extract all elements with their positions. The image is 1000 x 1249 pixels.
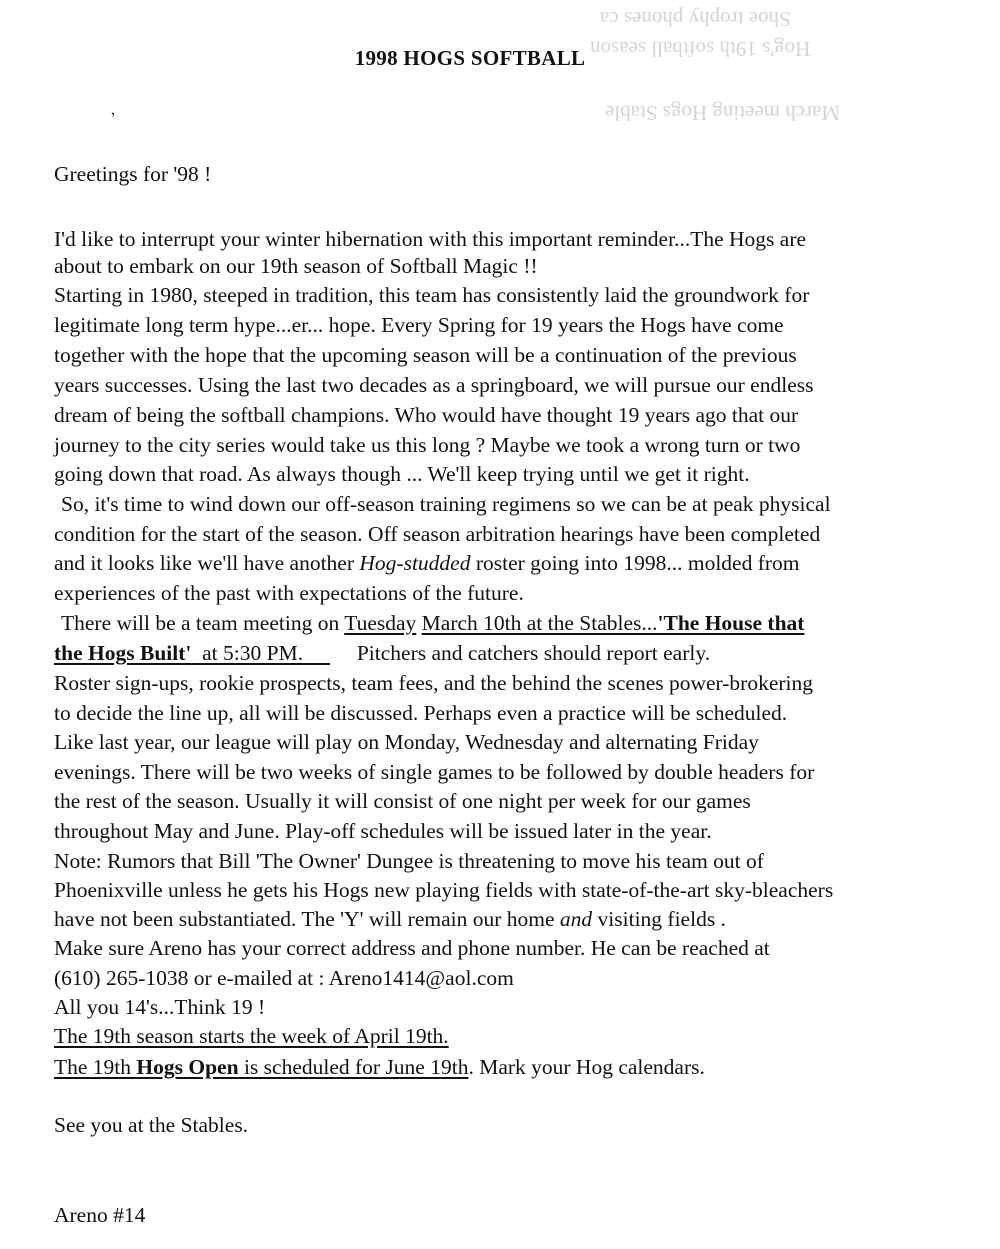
- meeting-time: at 5:30 PM.: [191, 641, 330, 665]
- body-line-25: Make sure Areno has your correct address and phone number. He can be reached at: [54, 936, 770, 960]
- text-span: roster going into 1998... molded from: [470, 551, 800, 575]
- stables-name: 'The House that: [657, 611, 805, 635]
- season-start-line: The 19th season starts the week of April 19th.: [54, 1024, 449, 1048]
- text-span: is scheduled for June 19th: [238, 1055, 469, 1079]
- hogs-open-name: Hogs Open: [136, 1055, 239, 1079]
- body-line-20: the rest of the season. Usually it will consist of one night per week for our games: [54, 789, 751, 813]
- italic-span: and: [559, 907, 593, 931]
- body-line-3: Starting in 1980, steeped in tradition, this team has consistently laid the groundwork for: [54, 283, 810, 307]
- ghost-text-3: March meeting Hogs Stable: [605, 101, 841, 125]
- body-line-18: Like last year, our league will play on Monday, Wednesday and alternating Friday: [54, 730, 759, 754]
- ghost-text-2: Hog's 19th softball season: [590, 37, 811, 61]
- closing: See you at the Stables.: [54, 1113, 249, 1137]
- body-line-7: dream of being the softball champions. Who would have thought 19 years ago that our: [54, 403, 799, 427]
- italic-span: Hog-studded: [359, 551, 471, 575]
- meeting-line-2: [54, 643, 710, 665]
- body-line-27: All you 14's...Think 19 !: [54, 995, 266, 1019]
- text-span: There will be a team meeting on: [61, 611, 345, 635]
- text-span: . Mark your Hog calendars.: [468, 1055, 705, 1079]
- body-line-16: Roster sign-ups, rookie prospects, team fees, and the behind the scenes power-brokering: [54, 671, 814, 695]
- body-line-12: [54, 553, 800, 575]
- body-line-9: going down that road. As always though ... We'll keep trying until we get it right.: [54, 462, 750, 486]
- text-span: visiting fields .: [592, 907, 726, 931]
- greeting: Greetings for '98 !: [54, 162, 212, 186]
- body-line-4: legitimate long term hype...er... hope. Every Spring for 19 years the Hogs have come: [54, 313, 784, 337]
- body-line-23: Phoenixville unless he gets his Hogs new playing fields with state-of-the-art sky-bleachers: [54, 878, 834, 902]
- meeting-day: Tuesday: [344, 611, 417, 635]
- text-span: have not been substantiated. The 'Y' will remain our home: [54, 907, 560, 931]
- text-span: The 19th: [54, 1055, 137, 1079]
- signature: Areno #14: [54, 1203, 146, 1227]
- page-title: 1998 HOGS SOFTBALL: [354, 46, 586, 70]
- body-line-1: I'd like to interrupt your winter hibernation with this important reminder...The Hogs are: [54, 227, 807, 251]
- body-line-2: about to embark on our 19th season of Softball Magic !!: [54, 254, 538, 278]
- text-span: Pitchers and catchers should report early.: [356, 641, 711, 665]
- contact-line: (610) 265-1038 or e-mailed at : Areno1414@aol.com: [54, 966, 514, 990]
- ghost-text-1: Shoe trophy phones ca: [600, 7, 791, 31]
- body-line-8: journey to the city series would take us this long ? Maybe we took a wrong turn or two: [54, 433, 801, 457]
- body-line-6: years successes. Using the last two decades as a springboard, we will pursue our endless: [54, 373, 814, 397]
- stables-name-end: the Hogs Built': [54, 641, 192, 665]
- body-line-24: [54, 909, 726, 931]
- body-line-22: Note: Rumors that Bill 'The Owner' Dungee is threatening to move his team out of: [54, 849, 764, 873]
- hogs-open-line: [54, 1057, 705, 1079]
- text-span: and it looks like we'll have another: [54, 551, 360, 575]
- meeting-line: [61, 613, 804, 635]
- body-line-10: So, it's time to wind down our off-season training regimens so we can be at peak physical: [61, 492, 831, 516]
- pen-mark: ’: [109, 109, 120, 128]
- body-line-5: together with the hope that the upcoming season will be a continuation of the previous: [54, 343, 797, 367]
- body-line-21: throughout May and June. Play-off schedules will be issued later in the year.: [54, 819, 712, 843]
- body-line-11: condition for the start of the season. Off season arbitration hearings have been completed: [54, 522, 821, 546]
- body-line-19: evenings. There will be two weeks of single games to be followed by double headers for: [54, 760, 815, 784]
- meeting-date-place: March 10th at the Stables...: [421, 611, 658, 635]
- body-line-17: to decide the line up, all will be discussed. Perhaps even a practice will be scheduled.: [54, 701, 788, 725]
- body-line-13: experiences of the past with expectations of the future.: [54, 581, 524, 605]
